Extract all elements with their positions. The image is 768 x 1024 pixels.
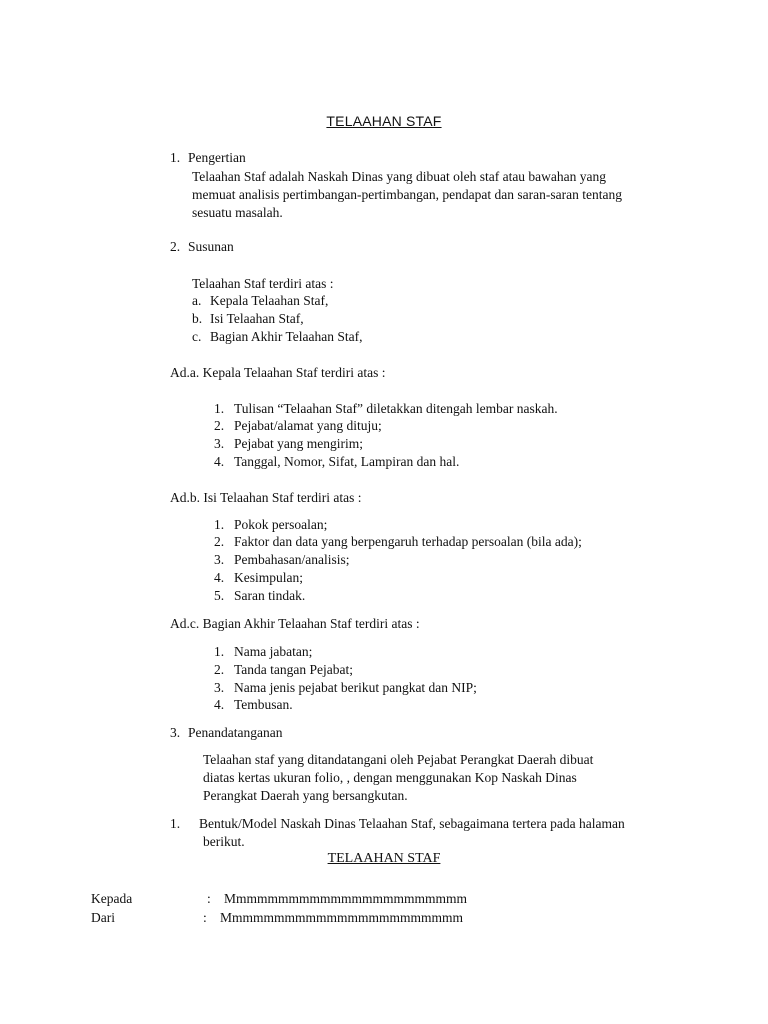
list-item: 2. Pejabat/alamat yang dituju; <box>214 418 382 433</box>
section-4-line: 1. Bentuk/Model Naskah Dinas Telaahan Staf, sebagaimana tertera pada halaman <box>170 816 625 831</box>
section-1-line: sesuatu masalah. <box>192 205 283 220</box>
list-item: 1. Tulisan “Telaahan Staf” diletakkan ditengah lembar naskah. <box>214 401 558 416</box>
list-item: c. Bagian Akhir Telaahan Staf, <box>192 329 363 344</box>
list-item: 3. Nama jenis pejabat berikut pangkat dan NIP; <box>214 680 477 695</box>
section-3-line: diatas kertas ukuran folio, , dengan menggunakan Kop Naskah Dinas <box>203 770 577 785</box>
section-1-line: Telaahan Staf adalah Naskah Dinas yang dibuat oleh staf atau bawahan yang <box>192 169 607 184</box>
section-3-heading: 3. Penandatanganan <box>170 725 283 740</box>
section-3-line: Perangkat Daerah yang bersangkutan. <box>203 788 408 803</box>
list-item: a. Kepala Telaahan Staf, <box>192 293 329 308</box>
list-item: 4. Kesimpulan; <box>214 570 303 585</box>
section-1-line: memuat analisis pertimbangan-pertimbangan, pendapat dan saran-saran tentang <box>192 187 622 202</box>
page-title: TELAAHAN STAF <box>326 113 442 129</box>
list-item: 3. Pejabat yang mengirim; <box>214 436 363 451</box>
list-item: 4. Tanggal, Nomor, Sifat, Lampiran dan hal. <box>214 454 460 469</box>
section-2-intro: Telaahan Staf terdiri atas : <box>192 276 334 291</box>
ad-a-heading: Ad.a. Kepala Telaahan Staf terdiri atas : <box>170 365 386 380</box>
section-3-line: Telaahan staf yang ditandatangani oleh Pejabat Perangkat Daerah dibuat <box>203 752 594 767</box>
list-item: 2. Tanda tangan Pejabat; <box>214 662 354 677</box>
kepada-value: Mmmmmmmmmmmmmmmmmmmmmmm <box>224 891 468 906</box>
list-item: 4. Tembusan. <box>214 697 293 712</box>
section-2-heading: 2. Susunan <box>170 239 234 254</box>
dari-separator: : <box>203 910 207 925</box>
ad-b-heading: Ad.b. Isi Telaahan Staf terdiri atas : <box>170 490 362 505</box>
list-item: 1. Nama jabatan; <box>214 644 313 659</box>
kepada-separator: : <box>207 891 211 906</box>
list-item: 1. Pokok persoalan; <box>214 517 328 532</box>
list-item: 3. Pembahasan/analisis; <box>214 552 350 567</box>
section-1-heading: 1. Pengertian <box>170 150 246 165</box>
dari-value: Mmmmmmmmmmmmmmmmmmmmmmm <box>220 910 464 925</box>
second-title: TELAAHAN STAF <box>327 851 441 866</box>
list-item: 2. Faktor dan data yang berpengaruh terhadap persoalan (bila ada); <box>214 534 582 549</box>
kepada-label: Kepada <box>91 891 133 906</box>
ad-c-heading: Ad.c. Bagian Akhir Telaahan Staf terdiri atas : <box>170 616 420 631</box>
dari-label: Dari <box>91 910 115 925</box>
list-item: b. Isi Telaahan Staf, <box>192 311 304 326</box>
section-4-line: berikut. <box>203 834 245 849</box>
list-item: 5. Saran tindak. <box>214 588 306 603</box>
